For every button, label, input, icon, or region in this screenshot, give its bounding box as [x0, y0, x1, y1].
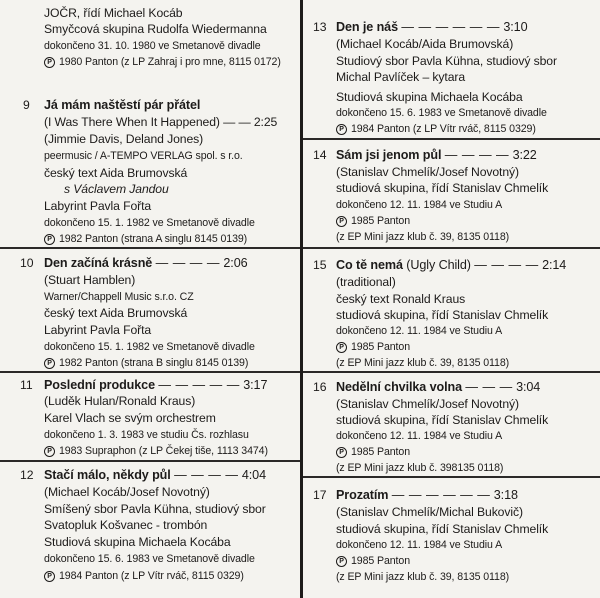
track-separator	[303, 476, 600, 478]
credit-line: (z EP Mini jazz klub č. 39, 8135 0118)	[336, 357, 510, 369]
track-number: 13	[313, 20, 327, 34]
track-duration: 3:17	[243, 378, 268, 392]
dashes: — — — —	[155, 256, 220, 270]
track-number: 11	[20, 378, 33, 392]
credit-line: P 1985 Panton	[336, 340, 410, 355]
phonogram-icon: P	[336, 342, 347, 353]
credit-line: P 1983 Supraphon (z LP Čekej tiše, 1113 3474)	[44, 444, 268, 459]
track-title-row: Den začíná krásně — — — — 2:06	[44, 256, 248, 270]
credit-line: dokončeno 1. 3. 1983 ve studiu Čs. rozhlasu	[44, 429, 249, 441]
credit-line: studiová skupina, řídí Stanislav Chmelík	[336, 413, 549, 427]
track-duration: 2:06	[223, 256, 248, 270]
credit-line: Karel Vlach se svým orchestrem	[44, 411, 216, 425]
track-title-row: Nedělní chvilka volna — — — 3:04	[336, 380, 541, 394]
column-divider	[300, 0, 303, 598]
track-title-row: Co tě nemá (Ugly Child) — — — — 2:14	[336, 258, 567, 272]
track-separator	[303, 371, 600, 373]
credit-line: P 1984 Panton (z LP Vítr rváč, 8115 0329)	[44, 569, 244, 584]
track-separator	[0, 247, 300, 249]
dashes: — — — —	[474, 258, 539, 272]
credit-line: (z EP Mini jazz klub č. 398135 0118)	[336, 462, 504, 474]
credit-line: dokončeno 12. 11. 1984 ve Studiu A	[336, 199, 503, 211]
credit-line: (Stanislav Chmelík/Josef Novotný)	[336, 397, 519, 411]
track-title-row: Sám jsi jenom půl — — — — 3:22	[336, 148, 537, 162]
track-title-row: Poslední produkce — — — — — 3:17	[44, 378, 268, 392]
credit-line: Michal Pavlíček – kytara	[336, 70, 466, 84]
credit-line: Studiový sbor Pavla Kühna, studiový sbor	[336, 54, 557, 68]
credit-line: (Luděk Hulan/Ronald Kraus)	[44, 394, 196, 408]
credit-line: Smyčcová skupina Rudolfa Wiedermanna	[44, 22, 267, 36]
track-title: Já mám naštěstí pár přátel	[44, 98, 201, 112]
credit-line: (Michael Kocáb/Aida Brumovská)	[336, 37, 514, 51]
phonogram-icon: P	[44, 571, 55, 582]
credit-line: dokončeno 12. 11. 1984 ve Studiu A	[336, 325, 503, 337]
track-number: 17	[313, 488, 327, 502]
phonogram-icon: P	[336, 447, 347, 458]
track-number: 15	[313, 258, 327, 272]
credit-line: dokončeno 15. 1. 1982 ve Smetanově divadle	[44, 341, 255, 353]
credit-line: studiová skupina, řídí Stanislav Chmelík	[336, 522, 549, 536]
track-title-row: Stačí málo, někdy půl — — — — 4:04	[44, 468, 266, 482]
credit-line: (z EP Mini jazz klub č. 39, 8135 0118)	[336, 231, 510, 243]
credit-line: P 1984 Panton (z LP Vítr rváč, 8115 0329)	[336, 122, 536, 137]
credit-line: český text Aida Brumovská	[44, 306, 188, 320]
track-separator	[303, 138, 600, 140]
track-title-row: Prozatím — — — — — — 3:18	[336, 488, 518, 502]
credit-line: český text Aida Brumovská	[44, 166, 188, 180]
credit-line: (Stuart Hamblen)	[44, 273, 136, 287]
dashes: — — — —	[174, 468, 239, 482]
track-separator	[0, 460, 300, 462]
phonogram-icon: P	[336, 216, 347, 227]
track-duration: 3:10	[503, 20, 528, 34]
credit-line: (I Was There When It Happened) — — 2:25	[44, 115, 278, 129]
credit-line: P 1985 Panton	[336, 214, 410, 229]
credit-line: P 1985 Panton	[336, 554, 410, 569]
credit-line: (Michael Kocáb/Josef Novotný)	[44, 485, 210, 499]
track-duration: 3:04	[516, 380, 541, 394]
track-duration: 4:04	[241, 468, 266, 482]
track-duration: 3:18	[493, 488, 518, 502]
credit-line: studiová skupina, řídí Stanislav Chmelík	[336, 181, 549, 195]
phonogram-icon: P	[44, 234, 55, 245]
track-separator	[303, 247, 600, 249]
phonogram-icon: P	[336, 556, 347, 567]
credit-line: Svatopluk Košvanec - trombón	[44, 518, 208, 532]
credit-line: P 1982 Panton (strana A singlu 8145 0139)	[44, 232, 247, 247]
credit-line: Smíšený sbor Pavla Kühna, studiový sbor	[44, 502, 266, 516]
track-separator	[0, 371, 300, 373]
phonogram-icon: P	[44, 358, 55, 369]
dashes: — — —	[465, 380, 513, 394]
credit-line: studiová skupina, řídí Stanislav Chmelík	[336, 308, 549, 322]
credit-line: český text Ronald Kraus	[336, 292, 466, 306]
track-number: 12	[20, 468, 34, 482]
credit-line: (Stanislav Chmelík/Josef Novotný)	[336, 165, 519, 179]
phonogram-icon: P	[44, 57, 55, 68]
credit-line: (Jimmie Davis, Deland Jones)	[44, 132, 204, 146]
credit-line: P 1980 Panton (z LP Zahraj i pro mne, 8115 0172)	[44, 55, 281, 70]
track-duration: 2:14	[542, 258, 567, 272]
dashes: — — — — —	[158, 378, 240, 392]
credit-line: Studiová skupina Michaela Kocába	[336, 90, 523, 104]
credit-line: dokončeno 15. 6. 1983 ve Smetanově divadle	[44, 553, 255, 565]
track-number: 14	[313, 148, 327, 162]
track-number: 9	[23, 98, 30, 112]
credit-line: (traditional)	[336, 275, 396, 289]
track-title-row: Den je náš — — — — — — 3:10	[336, 20, 528, 34]
credit-line: Warner/Chappell Music s.r.o. CZ	[44, 291, 194, 303]
credit-line: s Václavem Jandou	[64, 182, 169, 196]
dashes: — — — — — —	[401, 20, 500, 34]
credit-line: dokončeno 15. 6. 1983 ve Smetanově divadle	[336, 107, 547, 119]
credit-line: Studiová skupina Michaela Kocába	[44, 535, 231, 549]
track-duration: 3:22	[512, 148, 537, 162]
dashes: — — — —	[444, 148, 510, 162]
credit-line: dokončeno 12. 11. 1984 ve Studiu A	[336, 539, 503, 551]
credit-line: (z EP Mini jazz klub č. 39, 8135 0118)	[336, 571, 510, 583]
credit-line: Labyrint Pavla Fořta	[44, 199, 152, 213]
phonogram-icon: P	[336, 124, 347, 135]
credit-line: P 1982 Panton (strana B singlu 8145 0139)	[44, 356, 248, 371]
credit-line: peermusic / A-TEMPO VERLAG spol. s r.o.	[44, 150, 243, 162]
credit-line: dokončeno 15. 1. 1982 ve Smetanově divadle	[44, 217, 255, 229]
credit-line: (Stanislav Chmelík/Michal Bukovič)	[336, 505, 523, 519]
dashes: — — — — — —	[391, 488, 491, 502]
track-number: 16	[313, 380, 327, 394]
phonogram-icon: P	[44, 446, 55, 457]
track-number: 10	[20, 256, 34, 270]
credit-line: JOČR, řídí Michael Kocáb	[44, 6, 183, 20]
credit-line: P 1985 Panton	[336, 445, 410, 460]
credit-line: Labyrint Pavla Fořta	[44, 323, 152, 337]
credit-line: dokončeno 31. 10. 1980 ve Smetanově divadle	[44, 40, 261, 52]
credit-line: dokončeno 12. 11. 1984 ve Studiu A	[336, 430, 503, 442]
